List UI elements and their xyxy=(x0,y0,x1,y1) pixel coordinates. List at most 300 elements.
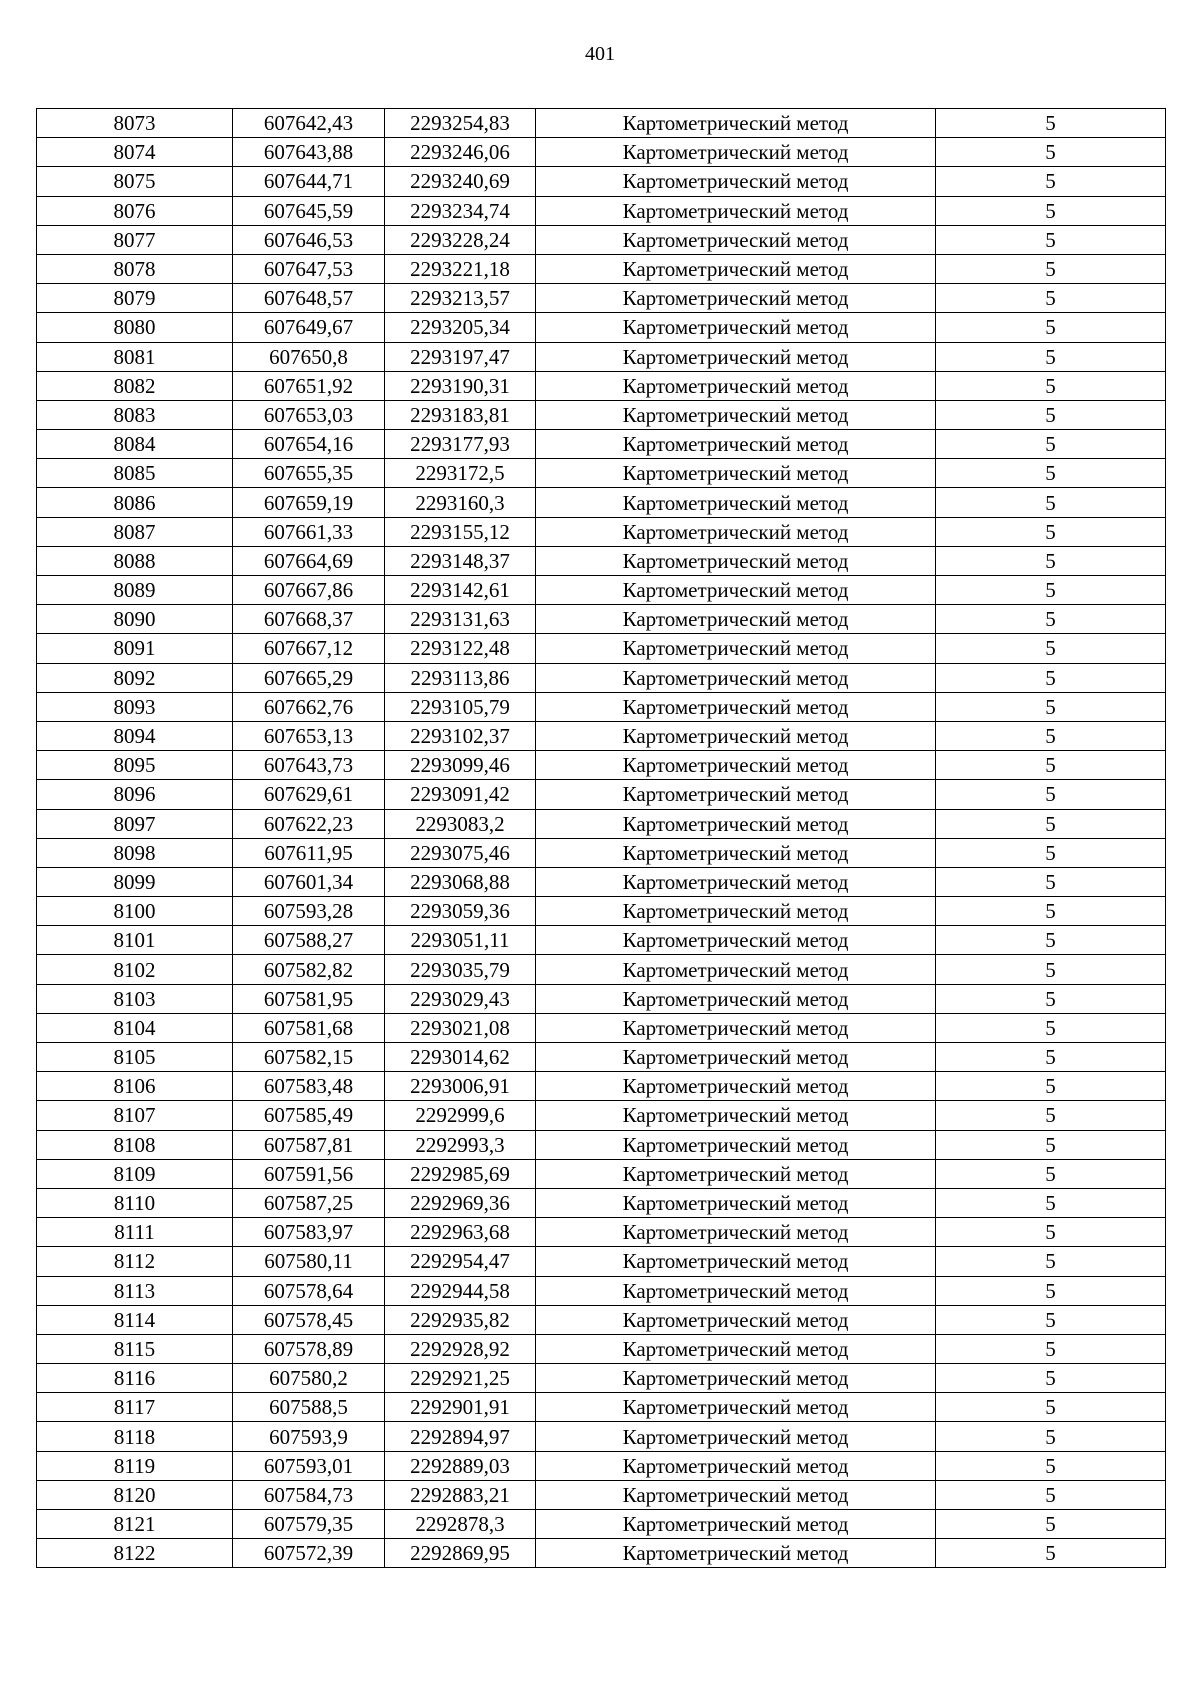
y-coordinate-cell: 2293122,48 xyxy=(385,634,536,663)
y-coordinate-cell: 2292869,95 xyxy=(385,1539,536,1568)
method-cell: Картометрический метод xyxy=(536,1334,936,1363)
y-coordinate-cell: 2293083,2 xyxy=(385,809,536,838)
y-coordinate-cell: 2293228,24 xyxy=(385,225,536,254)
y-coordinate-cell: 2292999,6 xyxy=(385,1101,536,1130)
point-number-cell: 8105 xyxy=(37,1043,233,1072)
table-row xyxy=(37,1130,1166,1159)
point-number-cell: 8073 xyxy=(37,109,233,138)
accuracy-cell: 5 xyxy=(936,897,1166,926)
method-cell: Картометрический метод xyxy=(536,721,936,750)
accuracy-cell: 5 xyxy=(936,254,1166,283)
accuracy-cell: 5 xyxy=(936,109,1166,138)
point-number-cell: 8081 xyxy=(37,342,233,371)
x-coordinate-cell: 607584,73 xyxy=(233,1480,385,1509)
method-cell: Картометрический метод xyxy=(536,1188,936,1217)
point-number-cell: 8114 xyxy=(37,1305,233,1334)
method-cell: Картометрический метод xyxy=(536,1130,936,1159)
table-row xyxy=(37,167,1166,196)
table-row xyxy=(37,663,1166,692)
y-coordinate-cell: 2292944,58 xyxy=(385,1276,536,1305)
x-coordinate-cell: 607629,61 xyxy=(233,780,385,809)
y-coordinate-cell: 2293006,91 xyxy=(385,1072,536,1101)
method-cell: Картометрический метод xyxy=(536,109,936,138)
table-row xyxy=(37,371,1166,400)
accuracy-cell: 5 xyxy=(936,1072,1166,1101)
y-coordinate-cell: 2293068,88 xyxy=(385,867,536,896)
point-number-cell: 8078 xyxy=(37,254,233,283)
x-coordinate-cell: 607579,35 xyxy=(233,1510,385,1539)
accuracy-cell: 5 xyxy=(936,576,1166,605)
table-row xyxy=(37,1393,1166,1422)
point-number-cell: 8113 xyxy=(37,1276,233,1305)
point-number-cell: 8103 xyxy=(37,984,233,1013)
table-row xyxy=(37,838,1166,867)
point-number-cell: 8107 xyxy=(37,1101,233,1130)
method-cell: Картометрический метод xyxy=(536,1276,936,1305)
table-row xyxy=(37,488,1166,517)
x-coordinate-cell: 607642,43 xyxy=(233,109,385,138)
accuracy-cell: 5 xyxy=(936,1013,1166,1042)
y-coordinate-cell: 2292935,82 xyxy=(385,1305,536,1334)
table-row xyxy=(37,780,1166,809)
point-number-cell: 8099 xyxy=(37,867,233,896)
accuracy-cell: 5 xyxy=(936,400,1166,429)
x-coordinate-cell: 607667,12 xyxy=(233,634,385,663)
table-row xyxy=(37,751,1166,780)
accuracy-cell: 5 xyxy=(936,663,1166,692)
accuracy-cell: 5 xyxy=(936,1305,1166,1334)
accuracy-cell: 5 xyxy=(936,313,1166,342)
method-cell: Картометрический метод xyxy=(536,1013,936,1042)
y-coordinate-cell: 2293021,08 xyxy=(385,1013,536,1042)
x-coordinate-cell: 607587,81 xyxy=(233,1130,385,1159)
accuracy-cell: 5 xyxy=(936,1101,1166,1130)
x-coordinate-cell: 607572,39 xyxy=(233,1539,385,1568)
table-row xyxy=(37,546,1166,575)
method-cell: Картометрический метод xyxy=(536,838,936,867)
method-cell: Картометрический метод xyxy=(536,313,936,342)
y-coordinate-cell: 2293035,79 xyxy=(385,955,536,984)
table-row xyxy=(37,809,1166,838)
x-coordinate-cell: 607667,86 xyxy=(233,576,385,605)
x-coordinate-cell: 607653,13 xyxy=(233,721,385,750)
table-row xyxy=(37,138,1166,167)
method-cell: Картометрический метод xyxy=(536,1043,936,1072)
x-coordinate-cell: 607581,95 xyxy=(233,984,385,1013)
accuracy-cell: 5 xyxy=(936,1422,1166,1451)
x-coordinate-cell: 607651,92 xyxy=(233,371,385,400)
x-coordinate-cell: 607645,59 xyxy=(233,196,385,225)
x-coordinate-cell: 607650,8 xyxy=(233,342,385,371)
x-coordinate-cell: 607580,2 xyxy=(233,1364,385,1393)
method-cell: Картометрический метод xyxy=(536,459,936,488)
method-cell: Картометрический метод xyxy=(536,1101,936,1130)
x-coordinate-cell: 607593,01 xyxy=(233,1451,385,1480)
x-coordinate-cell: 607661,33 xyxy=(233,517,385,546)
method-cell: Картометрический метод xyxy=(536,371,936,400)
y-coordinate-cell: 2293246,06 xyxy=(385,138,536,167)
y-coordinate-cell: 2292985,69 xyxy=(385,1159,536,1188)
x-coordinate-cell: 607668,37 xyxy=(233,605,385,634)
y-coordinate-cell: 2293172,5 xyxy=(385,459,536,488)
method-cell: Картометрический метод xyxy=(536,984,936,1013)
x-coordinate-cell: 607646,53 xyxy=(233,225,385,254)
y-coordinate-cell: 2293131,63 xyxy=(385,605,536,634)
accuracy-cell: 5 xyxy=(936,1130,1166,1159)
x-coordinate-cell: 607662,76 xyxy=(233,692,385,721)
y-coordinate-cell: 2293234,74 xyxy=(385,196,536,225)
x-coordinate-cell: 607588,5 xyxy=(233,1393,385,1422)
table-row xyxy=(37,284,1166,313)
y-coordinate-cell: 2293075,46 xyxy=(385,838,536,867)
accuracy-cell: 5 xyxy=(936,546,1166,575)
table-row xyxy=(37,254,1166,283)
method-cell: Картометрический метод xyxy=(536,605,936,634)
x-coordinate-cell: 607578,64 xyxy=(233,1276,385,1305)
x-coordinate-cell: 607643,88 xyxy=(233,138,385,167)
y-coordinate-cell: 2293051,11 xyxy=(385,926,536,955)
method-cell: Картометрический метод xyxy=(536,1480,936,1509)
point-number-cell: 8088 xyxy=(37,546,233,575)
y-coordinate-cell: 2292921,25 xyxy=(385,1364,536,1393)
method-cell: Картометрический метод xyxy=(536,254,936,283)
table-row xyxy=(37,634,1166,663)
point-number-cell: 8075 xyxy=(37,167,233,196)
y-coordinate-cell: 2293213,57 xyxy=(385,284,536,313)
accuracy-cell: 5 xyxy=(936,1247,1166,1276)
x-coordinate-cell: 607643,73 xyxy=(233,751,385,780)
table-row xyxy=(37,196,1166,225)
x-coordinate-cell: 607664,69 xyxy=(233,546,385,575)
table-row xyxy=(37,605,1166,634)
method-cell: Картометрический метод xyxy=(536,1247,936,1276)
table-row xyxy=(37,1276,1166,1305)
x-coordinate-cell: 607593,28 xyxy=(233,897,385,926)
accuracy-cell: 5 xyxy=(936,138,1166,167)
point-number-cell: 8086 xyxy=(37,488,233,517)
point-number-cell: 8100 xyxy=(37,897,233,926)
x-coordinate-cell: 607644,71 xyxy=(233,167,385,196)
point-number-cell: 8097 xyxy=(37,809,233,838)
x-coordinate-cell: 607649,67 xyxy=(233,313,385,342)
table-row xyxy=(37,1188,1166,1217)
method-cell: Картометрический метод xyxy=(536,955,936,984)
method-cell: Картометрический метод xyxy=(536,809,936,838)
table-row xyxy=(37,1101,1166,1130)
point-number-cell: 8083 xyxy=(37,400,233,429)
y-coordinate-cell: 2292883,21 xyxy=(385,1480,536,1509)
accuracy-cell: 5 xyxy=(936,1188,1166,1217)
method-cell: Картометрический метод xyxy=(536,1159,936,1188)
method-cell: Картометрический метод xyxy=(536,1451,936,1480)
table-row xyxy=(37,459,1166,488)
table-row xyxy=(37,984,1166,1013)
y-coordinate-cell: 2292894,97 xyxy=(385,1422,536,1451)
table-row xyxy=(37,517,1166,546)
method-cell: Картометрический метод xyxy=(536,196,936,225)
y-coordinate-cell: 2293059,36 xyxy=(385,897,536,926)
method-cell: Картометрический метод xyxy=(536,1539,936,1568)
x-coordinate-cell: 607583,48 xyxy=(233,1072,385,1101)
table-row xyxy=(37,692,1166,721)
x-coordinate-cell: 607582,82 xyxy=(233,955,385,984)
y-coordinate-cell: 2293029,43 xyxy=(385,984,536,1013)
accuracy-cell: 5 xyxy=(936,459,1166,488)
x-coordinate-cell: 607585,49 xyxy=(233,1101,385,1130)
y-coordinate-cell: 2293014,62 xyxy=(385,1043,536,1072)
point-number-cell: 8090 xyxy=(37,605,233,634)
page-number: 401 xyxy=(585,43,615,65)
point-number-cell: 8098 xyxy=(37,838,233,867)
accuracy-cell: 5 xyxy=(936,1364,1166,1393)
method-cell: Картометрический метод xyxy=(536,430,936,459)
table-row xyxy=(37,867,1166,896)
method-cell: Картометрический метод xyxy=(536,692,936,721)
accuracy-cell: 5 xyxy=(936,284,1166,313)
accuracy-cell: 5 xyxy=(936,488,1166,517)
point-number-cell: 8076 xyxy=(37,196,233,225)
y-coordinate-cell: 2293254,83 xyxy=(385,109,536,138)
table-row xyxy=(37,109,1166,138)
method-cell: Картометрический метод xyxy=(536,1218,936,1247)
table-row xyxy=(37,1043,1166,1072)
x-coordinate-cell: 607655,35 xyxy=(233,459,385,488)
y-coordinate-cell: 2293155,12 xyxy=(385,517,536,546)
point-number-cell: 8101 xyxy=(37,926,233,955)
method-cell: Картометрический метод xyxy=(536,1305,936,1334)
accuracy-cell: 5 xyxy=(936,838,1166,867)
y-coordinate-cell: 2293221,18 xyxy=(385,254,536,283)
method-cell: Картометрический метод xyxy=(536,751,936,780)
table-row xyxy=(37,1013,1166,1042)
method-cell: Картометрический метод xyxy=(536,1364,936,1393)
accuracy-cell: 5 xyxy=(936,692,1166,721)
accuracy-cell: 5 xyxy=(936,955,1166,984)
x-coordinate-cell: 607587,25 xyxy=(233,1188,385,1217)
y-coordinate-cell: 2293099,46 xyxy=(385,751,536,780)
method-cell: Картометрический метод xyxy=(536,1072,936,1101)
method-cell: Картометрический метод xyxy=(536,1510,936,1539)
point-number-cell: 8080 xyxy=(37,313,233,342)
y-coordinate-cell: 2293177,93 xyxy=(385,430,536,459)
method-cell: Картометрический метод xyxy=(536,576,936,605)
table-row xyxy=(37,1072,1166,1101)
x-coordinate-cell: 607578,45 xyxy=(233,1305,385,1334)
x-coordinate-cell: 607578,89 xyxy=(233,1334,385,1363)
method-cell: Картометрический метод xyxy=(536,400,936,429)
point-number-cell: 8092 xyxy=(37,663,233,692)
accuracy-cell: 5 xyxy=(936,1218,1166,1247)
accuracy-cell: 5 xyxy=(936,517,1166,546)
x-coordinate-cell: 607647,53 xyxy=(233,254,385,283)
y-coordinate-cell: 2292901,91 xyxy=(385,1393,536,1422)
method-cell: Картометрический метод xyxy=(536,167,936,196)
accuracy-cell: 5 xyxy=(936,342,1166,371)
accuracy-cell: 5 xyxy=(936,1159,1166,1188)
accuracy-cell: 5 xyxy=(936,430,1166,459)
x-coordinate-cell: 607582,15 xyxy=(233,1043,385,1072)
y-coordinate-cell: 2293190,31 xyxy=(385,371,536,400)
method-cell: Картометрический метод xyxy=(536,546,936,575)
table-row xyxy=(37,313,1166,342)
y-coordinate-cell: 2293205,34 xyxy=(385,313,536,342)
method-cell: Картометрический метод xyxy=(536,926,936,955)
point-number-cell: 8085 xyxy=(37,459,233,488)
table-row xyxy=(37,897,1166,926)
y-coordinate-cell: 2293091,42 xyxy=(385,780,536,809)
point-number-cell: 8120 xyxy=(37,1480,233,1509)
point-number-cell: 8102 xyxy=(37,955,233,984)
table-row xyxy=(37,926,1166,955)
y-coordinate-cell: 2292928,92 xyxy=(385,1334,536,1363)
point-number-cell: 8096 xyxy=(37,780,233,809)
accuracy-cell: 5 xyxy=(936,1393,1166,1422)
y-coordinate-cell: 2293183,81 xyxy=(385,400,536,429)
coordinates-table xyxy=(36,108,1166,1568)
method-cell: Картометрический метод xyxy=(536,663,936,692)
x-coordinate-cell: 607611,95 xyxy=(233,838,385,867)
table-row xyxy=(37,342,1166,371)
point-number-cell: 8112 xyxy=(37,1247,233,1276)
table-row xyxy=(37,955,1166,984)
method-cell: Картометрический метод xyxy=(536,342,936,371)
y-coordinate-cell: 2293197,47 xyxy=(385,342,536,371)
point-number-cell: 8110 xyxy=(37,1188,233,1217)
accuracy-cell: 5 xyxy=(936,167,1166,196)
point-number-cell: 8118 xyxy=(37,1422,233,1451)
method-cell: Картометрический метод xyxy=(536,1422,936,1451)
point-number-cell: 8116 xyxy=(37,1364,233,1393)
y-coordinate-cell: 2292993,3 xyxy=(385,1130,536,1159)
method-cell: Картометрический метод xyxy=(536,225,936,254)
x-coordinate-cell: 607580,11 xyxy=(233,1247,385,1276)
accuracy-cell: 5 xyxy=(936,1480,1166,1509)
y-coordinate-cell: 2292878,3 xyxy=(385,1510,536,1539)
method-cell: Картометрический метод xyxy=(536,138,936,167)
point-number-cell: 8108 xyxy=(37,1130,233,1159)
table-row xyxy=(37,1247,1166,1276)
table-row xyxy=(37,430,1166,459)
method-cell: Картометрический метод xyxy=(536,867,936,896)
y-coordinate-cell: 2293160,3 xyxy=(385,488,536,517)
point-number-cell: 8121 xyxy=(37,1510,233,1539)
accuracy-cell: 5 xyxy=(936,809,1166,838)
y-coordinate-cell: 2293105,79 xyxy=(385,692,536,721)
table-row xyxy=(37,225,1166,254)
point-number-cell: 8091 xyxy=(37,634,233,663)
point-number-cell: 8117 xyxy=(37,1393,233,1422)
x-coordinate-cell: 607591,56 xyxy=(233,1159,385,1188)
accuracy-cell: 5 xyxy=(936,225,1166,254)
point-number-cell: 8111 xyxy=(37,1218,233,1247)
accuracy-cell: 5 xyxy=(936,751,1166,780)
accuracy-cell: 5 xyxy=(936,371,1166,400)
point-number-cell: 8077 xyxy=(37,225,233,254)
point-number-cell: 8119 xyxy=(37,1451,233,1480)
x-coordinate-cell: 607648,57 xyxy=(233,284,385,313)
coordinates-table-body xyxy=(37,109,1166,1568)
table-row xyxy=(37,1510,1166,1539)
point-number-cell: 8079 xyxy=(37,284,233,313)
point-number-cell: 8104 xyxy=(37,1013,233,1042)
y-coordinate-cell: 2293240,69 xyxy=(385,167,536,196)
accuracy-cell: 5 xyxy=(936,867,1166,896)
accuracy-cell: 5 xyxy=(936,1451,1166,1480)
table-row xyxy=(37,1451,1166,1480)
method-cell: Картометрический метод xyxy=(536,897,936,926)
point-number-cell: 8084 xyxy=(37,430,233,459)
table-row xyxy=(37,1539,1166,1568)
table-row xyxy=(37,1422,1166,1451)
point-number-cell: 8094 xyxy=(37,721,233,750)
x-coordinate-cell: 607581,68 xyxy=(233,1013,385,1042)
table-row xyxy=(37,1218,1166,1247)
method-cell: Картометрический метод xyxy=(536,780,936,809)
accuracy-cell: 5 xyxy=(936,1043,1166,1072)
method-cell: Картометрический метод xyxy=(536,517,936,546)
x-coordinate-cell: 607653,03 xyxy=(233,400,385,429)
y-coordinate-cell: 2293142,61 xyxy=(385,576,536,605)
point-number-cell: 8109 xyxy=(37,1159,233,1188)
accuracy-cell: 5 xyxy=(936,634,1166,663)
accuracy-cell: 5 xyxy=(936,605,1166,634)
accuracy-cell: 5 xyxy=(936,984,1166,1013)
accuracy-cell: 5 xyxy=(936,196,1166,225)
x-coordinate-cell: 607659,19 xyxy=(233,488,385,517)
accuracy-cell: 5 xyxy=(936,1276,1166,1305)
method-cell: Картометрический метод xyxy=(536,488,936,517)
table-row xyxy=(37,400,1166,429)
table-row xyxy=(37,1334,1166,1363)
accuracy-cell: 5 xyxy=(936,1539,1166,1568)
table-row xyxy=(37,1305,1166,1334)
method-cell: Картометрический метод xyxy=(536,284,936,313)
point-number-cell: 8074 xyxy=(37,138,233,167)
accuracy-cell: 5 xyxy=(936,1334,1166,1363)
point-number-cell: 8122 xyxy=(37,1539,233,1568)
x-coordinate-cell: 607601,34 xyxy=(233,867,385,896)
y-coordinate-cell: 2292969,36 xyxy=(385,1188,536,1217)
point-number-cell: 8093 xyxy=(37,692,233,721)
table-row xyxy=(37,721,1166,750)
point-number-cell: 8082 xyxy=(37,371,233,400)
x-coordinate-cell: 607622,23 xyxy=(233,809,385,838)
y-coordinate-cell: 2293102,37 xyxy=(385,721,536,750)
point-number-cell: 8089 xyxy=(37,576,233,605)
point-number-cell: 8106 xyxy=(37,1072,233,1101)
y-coordinate-cell: 2292954,47 xyxy=(385,1247,536,1276)
y-coordinate-cell: 2293148,37 xyxy=(385,546,536,575)
y-coordinate-cell: 2292963,68 xyxy=(385,1218,536,1247)
x-coordinate-cell: 607593,9 xyxy=(233,1422,385,1451)
accuracy-cell: 5 xyxy=(936,721,1166,750)
point-number-cell: 8095 xyxy=(37,751,233,780)
y-coordinate-cell: 2293113,86 xyxy=(385,663,536,692)
method-cell: Картометрический метод xyxy=(536,634,936,663)
point-number-cell: 8087 xyxy=(37,517,233,546)
x-coordinate-cell: 607583,97 xyxy=(233,1218,385,1247)
accuracy-cell: 5 xyxy=(936,780,1166,809)
method-cell: Картометрический метод xyxy=(536,1393,936,1422)
y-coordinate-cell: 2292889,03 xyxy=(385,1451,536,1480)
point-number-cell: 8115 xyxy=(37,1334,233,1363)
table-row xyxy=(37,1159,1166,1188)
x-coordinate-cell: 607588,27 xyxy=(233,926,385,955)
accuracy-cell: 5 xyxy=(936,926,1166,955)
table-row xyxy=(37,1364,1166,1393)
accuracy-cell: 5 xyxy=(936,1510,1166,1539)
x-coordinate-cell: 607665,29 xyxy=(233,663,385,692)
